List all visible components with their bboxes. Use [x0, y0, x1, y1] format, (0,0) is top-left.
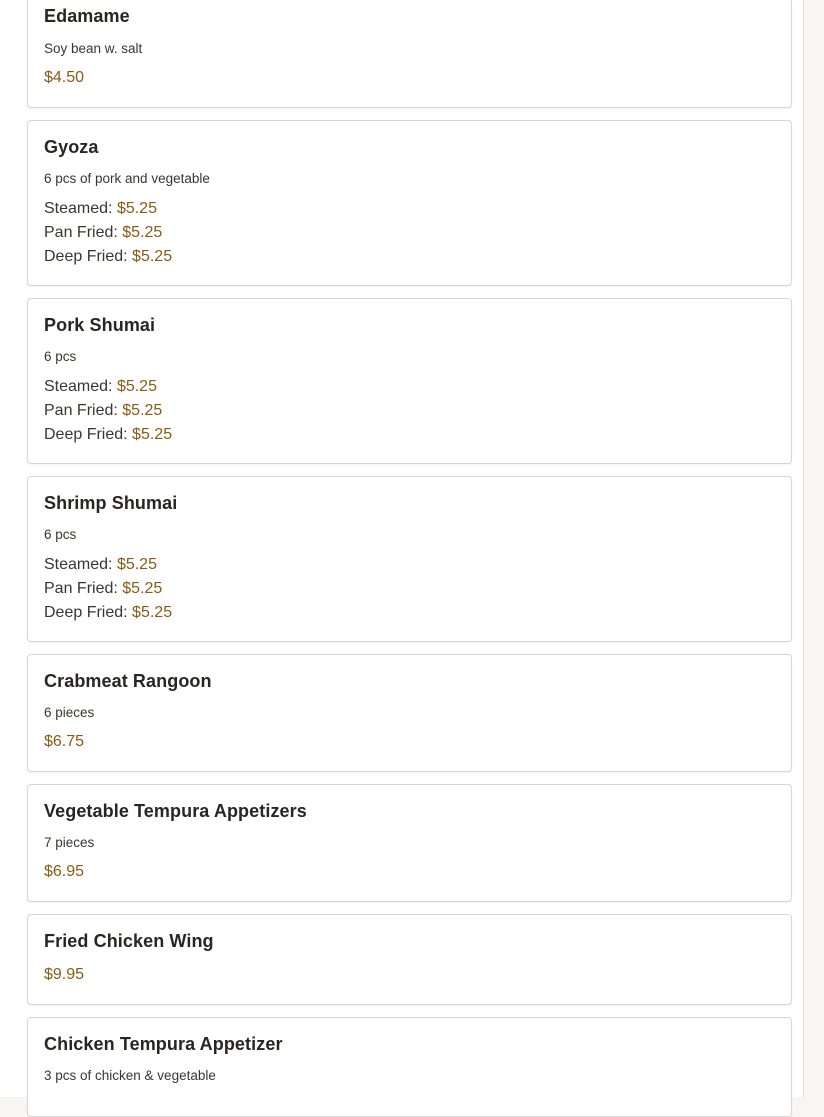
option-label: Deep Fried: — [44, 604, 128, 621]
price-option-pan-fried — [44, 399, 172, 423]
item-price: $6.75 — [44, 733, 85, 750]
menu-item-card-chicken-tempura[interactable] — [27, 1017, 792, 1117]
option-price: $5.25 — [116, 556, 157, 573]
option-label: Steamed: — [44, 378, 113, 395]
price-options — [44, 553, 172, 625]
item-description: 6 pieces — [44, 705, 95, 720]
item-description: 6 pcs — [44, 349, 77, 364]
item-price: $9.95 — [44, 966, 85, 983]
option-label: Pan Fried: — [44, 580, 118, 597]
item-name: Vegetable Tempura Appetizers — [44, 801, 307, 821]
option-label: Deep Fried: — [44, 426, 128, 443]
item-description: 6 pcs — [44, 527, 77, 542]
item-name: Pork Shumai — [44, 315, 156, 335]
option-price: $5.25 — [122, 580, 163, 597]
menu-item-card-vegetable-tempura[interactable] — [27, 784, 792, 902]
menu-item-card-fried-chicken-wing[interactable] — [27, 914, 792, 1005]
item-description: 6 pcs of pork and vegetable — [44, 171, 210, 186]
item-description: Soy bean w. salt — [44, 41, 143, 56]
menu-item-card-gyoza[interactable] — [27, 120, 792, 286]
option-price: $5.25 — [122, 224, 163, 241]
option-price: $5.25 — [132, 426, 173, 443]
item-name: Crabmeat Rangoon — [44, 671, 212, 691]
option-price: $5.25 — [132, 248, 173, 265]
price-options — [44, 375, 172, 447]
option-label: Steamed: — [44, 200, 113, 217]
menu-item-card-crabmeat-rangoon[interactable] — [27, 654, 792, 772]
option-price: $5.25 — [116, 200, 157, 217]
option-label: Deep Fried: — [44, 248, 128, 265]
price-option-pan-fried — [44, 577, 172, 601]
item-name: Shrimp Shumai — [44, 493, 178, 513]
price-option-pan-fried — [44, 221, 172, 245]
price-option-deep-fried — [44, 245, 172, 269]
item-description: 3 pcs of chicken & vegetable — [44, 1068, 216, 1083]
option-label: Pan Fried: — [44, 402, 118, 419]
price-option-deep-fried — [44, 423, 172, 447]
menu-item-card-shrimp-shumai[interactable] — [27, 476, 792, 642]
price-options — [44, 197, 172, 269]
item-name: Fried Chicken Wing — [44, 931, 214, 951]
menu-item-card-edamame[interactable] — [27, 0, 792, 108]
item-name: Chicken Tempura Appetizer — [44, 1034, 283, 1054]
price-option-steamed — [44, 197, 172, 221]
price-option-deep-fried — [44, 601, 172, 625]
item-name: Edamame — [44, 6, 130, 26]
item-description: 7 pieces — [44, 835, 95, 850]
option-price: $5.25 — [132, 604, 173, 621]
item-price: $6.95 — [44, 863, 85, 880]
option-label: Pan Fried: — [44, 224, 118, 241]
option-label: Steamed: — [44, 556, 113, 573]
price-option-steamed — [44, 553, 172, 577]
option-price: $5.25 — [116, 378, 157, 395]
menu-item-card-pork-shumai[interactable] — [27, 298, 792, 464]
price-option-steamed — [44, 375, 172, 399]
item-name: Gyoza — [44, 137, 99, 157]
item-price: $4.50 — [44, 69, 85, 86]
option-price: $5.25 — [122, 402, 163, 419]
